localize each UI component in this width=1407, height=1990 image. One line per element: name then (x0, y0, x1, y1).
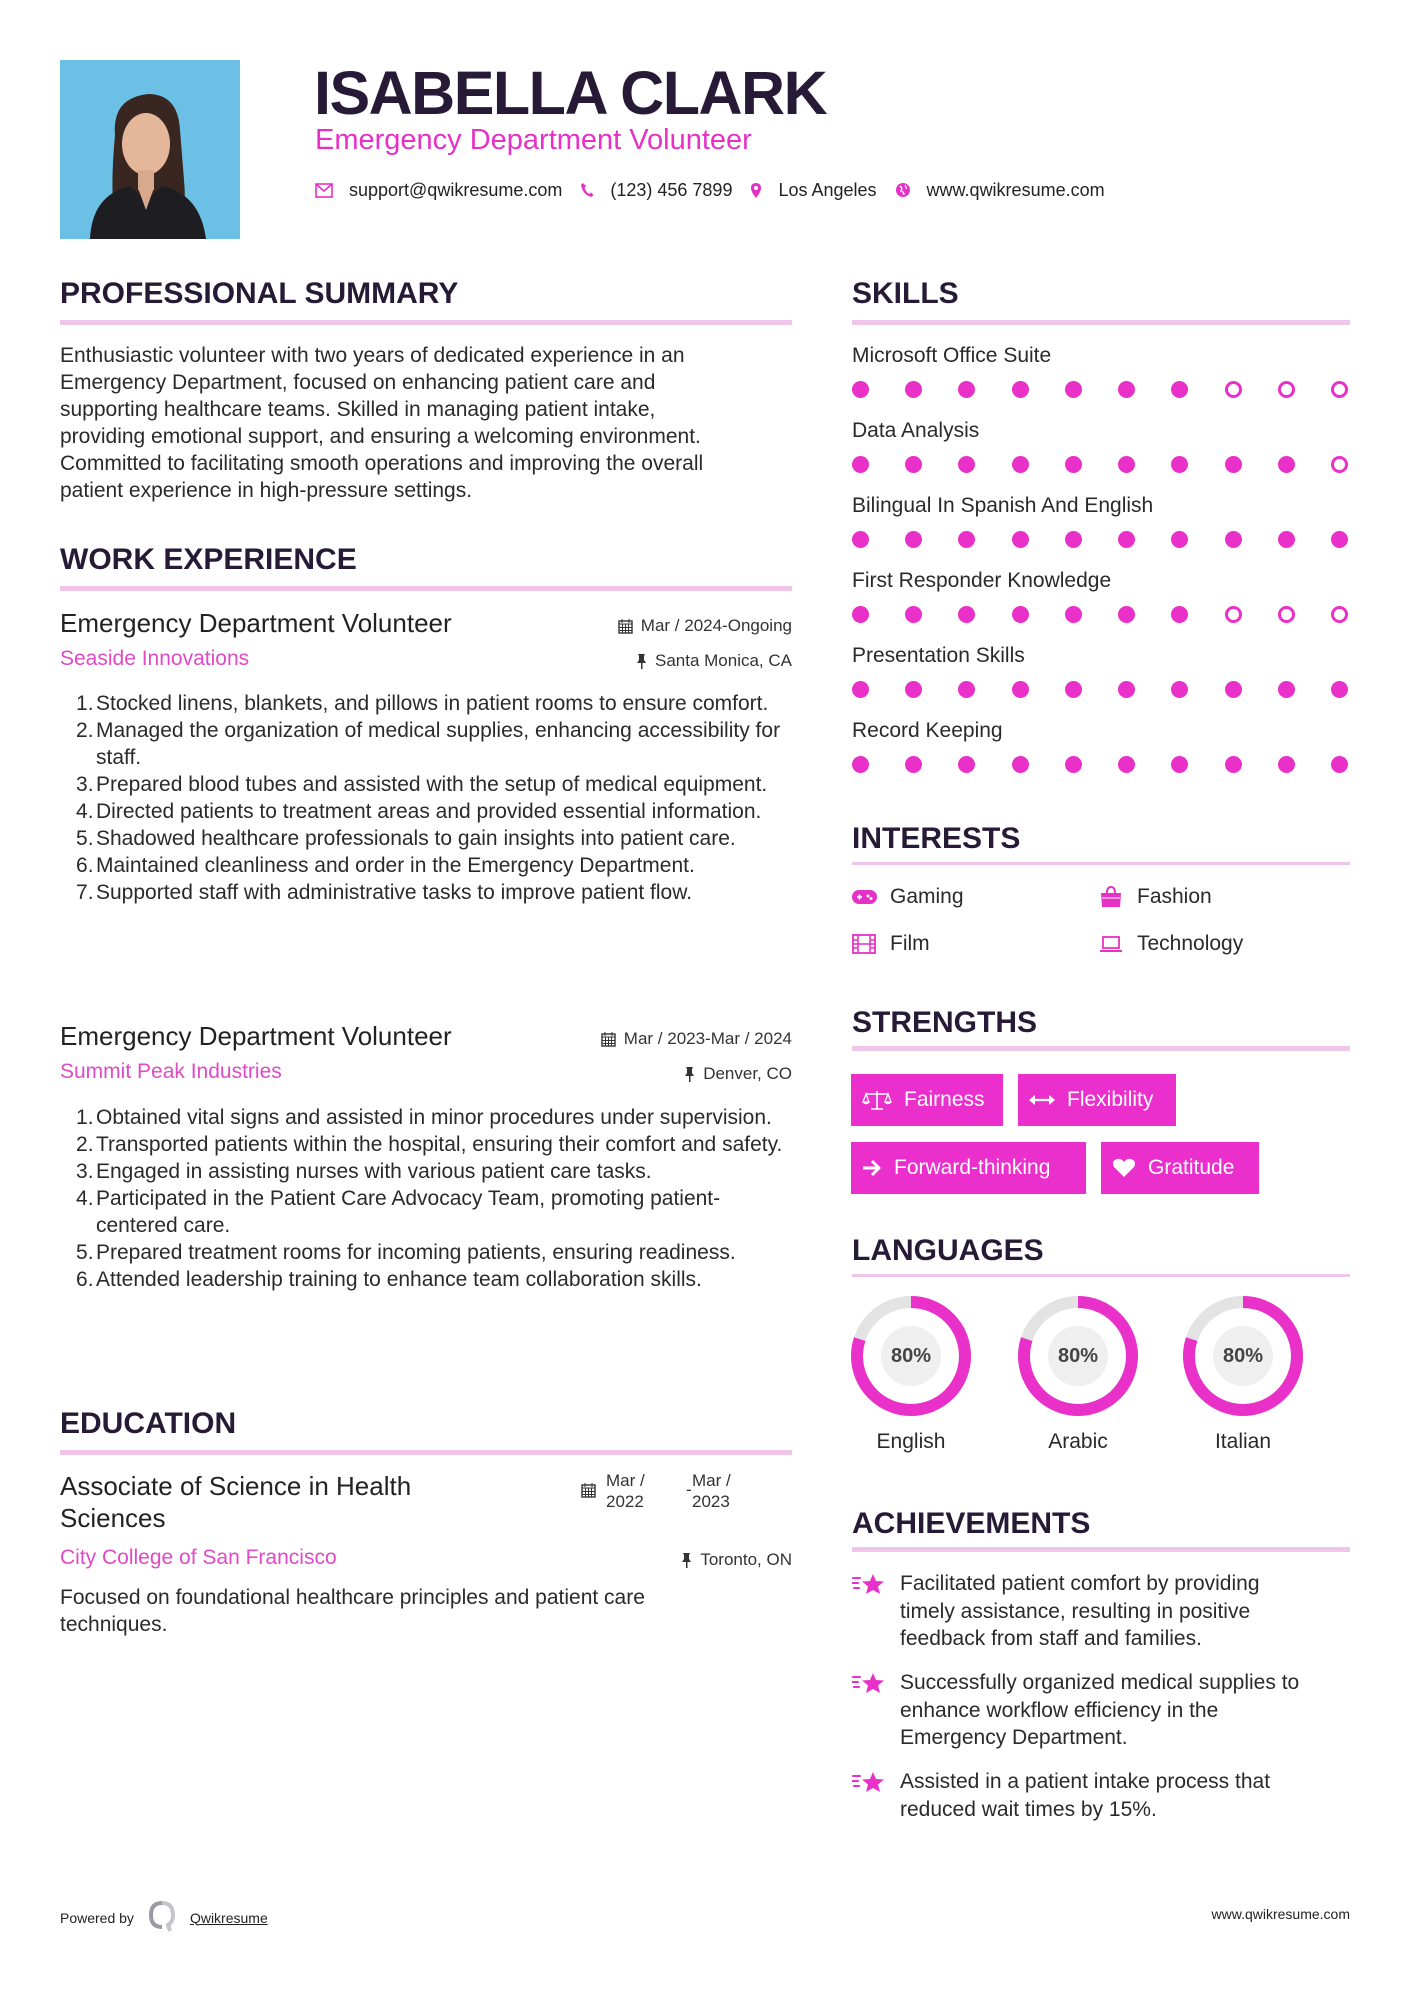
contact-phone[interactable] (580, 177, 732, 203)
contact-location (750, 177, 876, 203)
contact-website[interactable] (895, 177, 1105, 203)
strengths-divider (852, 1046, 1350, 1051)
bullet-item: Engaged in assisting nurses with various patient care tasks. (96, 1160, 652, 1183)
description-line: Focused on foundational healthcare principles and patient care (60, 1586, 645, 1609)
progress-ring (1017, 1295, 1139, 1417)
degree-line: Associate of Science in Health (60, 1471, 412, 1501)
rating-dot-filled (1331, 756, 1348, 773)
rating-dot-filled (852, 456, 869, 473)
education-divider (60, 1450, 792, 1455)
rating-dot-filled (1012, 531, 1029, 548)
website-text: www.qwikresume.com (926, 180, 1105, 200)
rating-dot-filled (1012, 606, 1029, 623)
location-text: Los Angeles (778, 180, 877, 200)
rating-dot-filled (1225, 756, 1242, 773)
rating-dot-filled (1118, 381, 1135, 398)
calendar-icon (581, 1482, 596, 1512)
bullet-item: Attended leadership training to enhance team collaboration skills. (96, 1268, 702, 1291)
achievement-line: timely assistance, resulting in positive (900, 1599, 1251, 1623)
interest-label: Fashion (1137, 885, 1212, 908)
summary-line: Committed to facilitating smooth operations and improving the overall (60, 452, 704, 475)
rating-dot-filled (1171, 381, 1188, 398)
rating-dot-empty (1331, 606, 1348, 623)
location-text: Toronto, ON (700, 1550, 792, 1569)
rating-dot-filled (1278, 531, 1295, 548)
laptop-icon (1099, 933, 1125, 955)
summary-line: Emergency Department, focused on enhancing patient care and (60, 371, 656, 394)
skill-name: Record Keeping (852, 719, 1003, 742)
rating-dot-filled (905, 606, 922, 623)
bullet-item: Prepared treatment rooms for incoming patients, ensuring readiness. (96, 1241, 736, 1264)
language-name: Arabic (1048, 1430, 1108, 1453)
portrait-image (60, 60, 240, 239)
rating-dot-filled (1171, 456, 1188, 473)
profile-photo (60, 60, 240, 239)
job-location (636, 650, 792, 672)
skill-name: Data Analysis (852, 419, 980, 442)
qwikresume-link[interactable]: Qwikresume (189, 1909, 268, 1926)
rating-dot-filled (905, 381, 922, 398)
achievement-line: enhance workflow efficiency in the (900, 1698, 1219, 1722)
interest-label: Gaming (890, 885, 964, 908)
job-company: Seaside Innovations (60, 647, 250, 670)
bullet-item: Transported patients within the hospital, ensuring their comfort and safety. (96, 1133, 783, 1156)
rating-dot-filled (1012, 381, 1029, 398)
degree-title (60, 1470, 411, 1534)
bullet-item: Shadowed healthcare professionals to gain insights into patient care. (96, 827, 736, 850)
rating-dot-filled (958, 456, 975, 473)
rating-dot-empty (1278, 606, 1295, 623)
achievements-divider (852, 1547, 1350, 1552)
interest-fashion (1099, 883, 1212, 911)
pushpin-icon (684, 1066, 695, 1082)
skill-name: Microsoft Office Suite (852, 344, 1052, 367)
degree-line: Sciences (60, 1503, 166, 1533)
skills-divider (852, 320, 1350, 325)
rating-dot-filled (852, 531, 869, 548)
rating-dot-filled (1225, 681, 1242, 698)
date-separator: - (686, 1480, 692, 1499)
summary-heading: PROFESSIONAL SUMMARY (60, 277, 459, 310)
start-month: Mar / (606, 1471, 645, 1490)
rating-dot-filled (1118, 606, 1135, 623)
rating-dot-filled (1012, 756, 1029, 773)
achievements-heading: ACHIEVEMENTS (852, 1507, 1091, 1540)
job-entry (60, 607, 792, 677)
progress-ring (850, 1295, 972, 1417)
rating-dot-filled (852, 606, 869, 623)
phone-icon (580, 182, 594, 198)
footer-website[interactable]: www.qwikresume.com (1211, 1906, 1350, 1922)
education-dates (581, 1470, 731, 1512)
end-month: Mar / (692, 1471, 731, 1490)
map-pin-icon (750, 182, 762, 199)
rating-dot-filled (958, 531, 975, 548)
skill-rating (852, 606, 1350, 623)
email-text: support@qwikresume.com (349, 180, 563, 200)
job-company: Summit Peak Industries (60, 1060, 282, 1083)
skill-rating (852, 381, 1350, 398)
achievement-item (852, 1570, 1350, 1653)
double-arrow-icon (1029, 1094, 1055, 1106)
calendar-icon (618, 618, 633, 634)
rating-dot-filled (958, 606, 975, 623)
achievement-line: Emergency Department. (900, 1726, 1128, 1749)
rating-dot-filled (1065, 381, 1082, 398)
strength-label: Gratitude (1148, 1156, 1235, 1179)
language-percent: 80% (1048, 1326, 1108, 1386)
job-dates (618, 615, 792, 637)
rating-dot-filled (1171, 606, 1188, 623)
rating-dot-filled (852, 681, 869, 698)
rating-dot-filled (1171, 756, 1188, 773)
skill-item (852, 567, 1350, 623)
interests-divider (852, 862, 1350, 865)
footer-powered-by (60, 1900, 268, 1935)
progress-ring (1182, 1295, 1304, 1417)
language-name: English (876, 1430, 946, 1453)
bullet-item: Prepared blood tubes and assisted with the setup of medical equipment. (96, 773, 768, 796)
strength-chip-gratitude (1101, 1142, 1259, 1194)
rating-dot-filled (1118, 681, 1135, 698)
experience-divider (60, 586, 792, 591)
summary-line: patient experience in high-pressure settings. (60, 479, 473, 502)
summary-divider (60, 320, 792, 325)
education-description (60, 1584, 792, 1638)
experience-heading: WORK EXPERIENCE (60, 543, 357, 576)
language-item (850, 1295, 972, 1455)
rating-dot-filled (1278, 456, 1295, 473)
strength-chip-flexibility (1018, 1074, 1176, 1126)
rating-dot-filled (958, 381, 975, 398)
rating-dot-filled (852, 381, 869, 398)
skill-rating (852, 756, 1350, 773)
summary-line: supporting healthcare teams. Skilled in managing patient intake, (60, 398, 656, 421)
location-text: Denver, CO (703, 1064, 792, 1083)
location-text: Santa Monica, CA (654, 651, 792, 670)
globe-icon (895, 182, 911, 198)
strength-chip-fairness (851, 1074, 1003, 1126)
bullet-item: Maintained cleanliness and order in the Emergency Department. (96, 854, 695, 877)
dates-text: Mar / 2023-Mar / 2024 (623, 1029, 792, 1048)
shooting-star-icon (852, 1768, 886, 1823)
powered-by-label: Powered by (60, 1909, 134, 1926)
rating-dot-empty (1331, 456, 1348, 473)
skill-rating (852, 531, 1350, 548)
rating-dot-filled (905, 756, 922, 773)
bullet-item: Obtained vital signs and assisted in minor procedures under supervision. (96, 1106, 772, 1129)
skill-rating (852, 681, 1350, 698)
bullet-item: Directed patients to treatment areas and provided essential information. (96, 800, 762, 823)
strength-label: Fairness (904, 1088, 985, 1111)
phone-text: (123) 456 7899 (610, 180, 733, 200)
job-entry (60, 1020, 792, 1090)
candidate-name: ISABELLA CLARK (314, 59, 827, 127)
start-year: 2022 (606, 1492, 644, 1511)
contact-bar (315, 177, 1123, 203)
strength-chip-forward-thinking (851, 1142, 1086, 1194)
education-entry (60, 1470, 792, 1580)
strength-label: Forward-thinking (894, 1156, 1051, 1179)
rating-dot-empty (1225, 381, 1242, 398)
language-percent: 80% (881, 1326, 941, 1386)
rating-dot-filled (1065, 606, 1082, 623)
rating-dot-filled (1118, 756, 1135, 773)
dates-text: Mar / 2024-Ongoing (640, 616, 792, 635)
language-item (1017, 1295, 1139, 1455)
rating-dot-filled (1278, 681, 1295, 698)
skill-item (852, 717, 1350, 773)
rating-dot-filled (1225, 456, 1242, 473)
school-name: City College of San Francisco (60, 1546, 337, 1569)
description-line: techniques. (60, 1613, 168, 1636)
achievement-line: Assisted in a patient intake process that (900, 1770, 1271, 1793)
skill-name: Bilingual In Spanish And English (852, 494, 1154, 517)
calendar-icon (601, 1031, 616, 1047)
interest-film (852, 930, 930, 958)
skill-rating (852, 456, 1350, 473)
education-heading: EDUCATION (60, 1407, 237, 1440)
contact-email[interactable] (315, 177, 562, 203)
rating-dot-filled (905, 681, 922, 698)
skill-name: First Responder Knowledge (852, 569, 1112, 592)
rating-dot-empty (1278, 381, 1295, 398)
heart-icon (1112, 1158, 1136, 1178)
skill-item (852, 492, 1350, 548)
job-dates (601, 1028, 792, 1050)
start-date (606, 1470, 686, 1512)
strength-label: Flexibility (1067, 1088, 1154, 1111)
film-icon (852, 933, 878, 955)
achievement-line: Facilitated patient comfort by providing (900, 1572, 1260, 1595)
bullet-item: Supported staff with administrative tasks to improve patient flow. (96, 881, 693, 904)
skill-item (852, 642, 1350, 698)
skill-item (852, 342, 1350, 398)
rating-dot-filled (1171, 681, 1188, 698)
rating-dot-filled (1171, 531, 1188, 548)
strengths-heading: STRENGTHS (852, 1006, 1038, 1039)
rating-dot-filled (1118, 531, 1135, 548)
rating-dot-filled (1278, 756, 1295, 773)
achievement-item (852, 1669, 1350, 1752)
language-percent: 80% (1213, 1326, 1273, 1386)
interest-label: Film (890, 932, 930, 955)
balance-scale-icon (862, 1089, 892, 1111)
arrow-right-icon (862, 1159, 882, 1177)
bullet-item: Managed the organization of medical supplies, enhancing accessibility for staff. (96, 719, 781, 769)
school-location (681, 1549, 792, 1571)
pushpin-icon (681, 1552, 692, 1568)
qwikresume-logo-icon (148, 1900, 176, 1935)
summary-line: providing emotional support, and ensuring a welcoming environment. (60, 425, 701, 448)
languages-divider (852, 1274, 1350, 1277)
skill-name: Presentation Skills (852, 644, 1025, 667)
summary-text (60, 342, 792, 504)
interests-heading: INTERESTS (852, 822, 1021, 855)
rating-dot-filled (1012, 456, 1029, 473)
candidate-title: Emergency Department Volunteer (315, 124, 752, 156)
gamepad-icon (852, 886, 878, 908)
bullet-item: Participated in the Patient Care Advocacy Team, promoting patient-centered care. (96, 1187, 721, 1237)
job-bullets (78, 690, 798, 906)
rating-dot-filled (1065, 456, 1082, 473)
rating-dot-filled (958, 756, 975, 773)
job-location (684, 1063, 792, 1085)
job-title: Emergency Department Volunteer (60, 1021, 452, 1051)
languages-heading: LANGUAGES (852, 1234, 1044, 1267)
envelope-icon (315, 183, 333, 198)
job-title: Emergency Department Volunteer (60, 608, 452, 638)
interest-gaming (852, 883, 964, 911)
achievement-line: feedback from staff and families. (900, 1627, 1202, 1650)
rating-dot-filled (1065, 531, 1082, 548)
rating-dot-filled (1331, 681, 1348, 698)
rating-dot-filled (1065, 681, 1082, 698)
language-name: Italian (1214, 1430, 1272, 1453)
achievement-line: Successfully organized medical supplies to (900, 1671, 1300, 1694)
rating-dot-filled (1065, 756, 1082, 773)
rating-dot-filled (958, 681, 975, 698)
interest-label: Technology (1137, 932, 1244, 955)
achievement-line: reduced wait times by 15%. (900, 1797, 1157, 1821)
language-item (1182, 1295, 1304, 1455)
shooting-star-icon (852, 1570, 886, 1653)
interest-technology (1099, 930, 1243, 958)
rating-dot-empty (1331, 381, 1348, 398)
pushpin-icon (636, 653, 647, 669)
rating-dot-filled (1225, 531, 1242, 548)
end-date (692, 1470, 731, 1512)
end-year: 2023 (692, 1492, 730, 1511)
job-bullets (78, 1104, 798, 1293)
rating-dot-empty (1225, 606, 1242, 623)
rating-dot-filled (1118, 456, 1135, 473)
rating-dot-filled (1331, 531, 1348, 548)
rating-dot-filled (905, 456, 922, 473)
skill-item (852, 417, 1350, 473)
skills-heading: SKILLS (852, 277, 959, 310)
bullet-item: Stocked linens, blankets, and pillows in patient rooms to ensure comfort. (96, 692, 769, 715)
rating-dot-filled (852, 756, 869, 773)
shooting-star-icon (852, 1669, 886, 1752)
summary-line: Enthusiastic volunteer with two years of dedicated experience in an (60, 344, 685, 367)
rating-dot-filled (1012, 681, 1029, 698)
rating-dot-filled (905, 531, 922, 548)
achievement-item (852, 1768, 1350, 1823)
shopping-bag-icon (1099, 886, 1125, 908)
